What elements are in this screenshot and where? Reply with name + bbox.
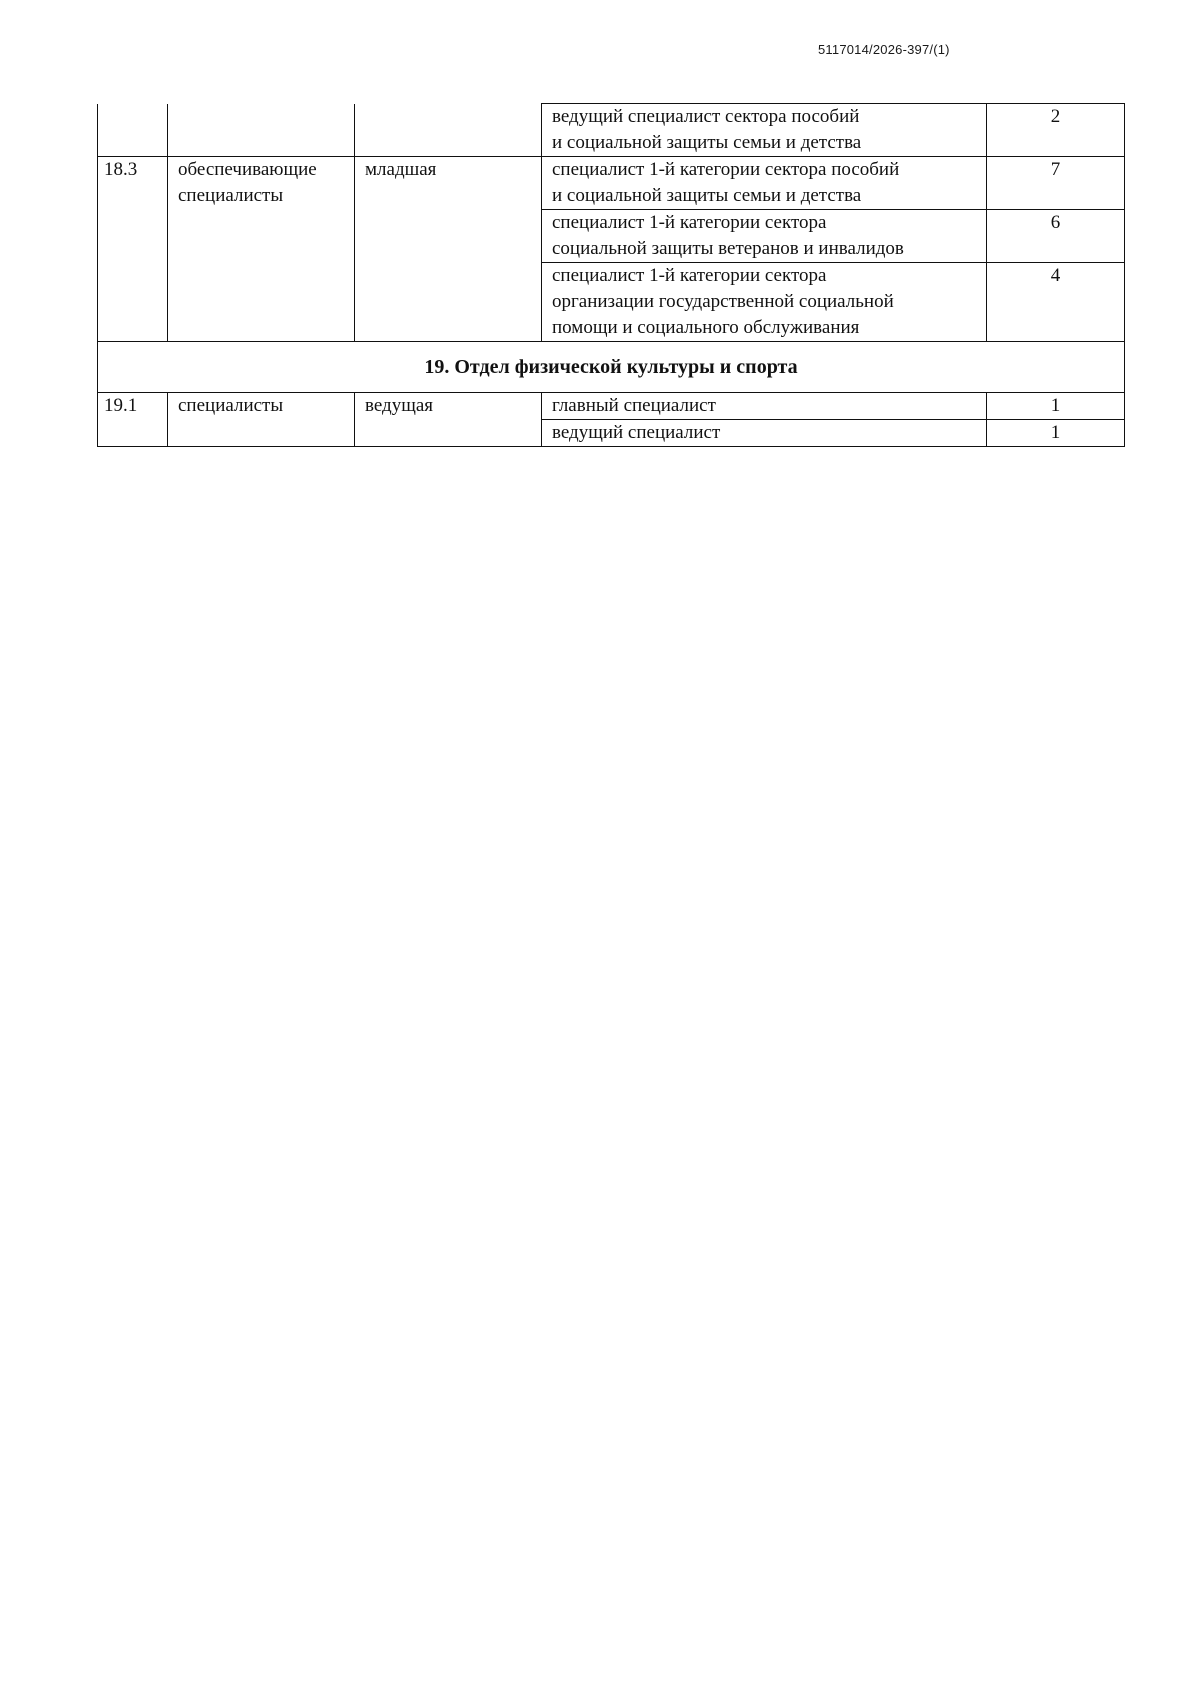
staffing-table — [97, 103, 1125, 447]
position-line: и социальной защиты семьи и детства — [552, 132, 862, 153]
position-cell: главный специалист — [542, 393, 987, 420]
position-cell: ведущий специалист — [542, 420, 987, 447]
count-cell: 7 — [987, 157, 1125, 210]
position-cell — [542, 263, 987, 342]
table-row — [98, 157, 1125, 210]
count-cell: 4 — [987, 263, 1125, 342]
document-code: 5117014/2026-397/(1) — [818, 42, 950, 57]
group-cell: ведущая — [355, 393, 542, 447]
position-line: социальной защиты ветеранов и инвалидов — [552, 238, 904, 259]
position-line: специалист 1-й категории сектора пособий — [552, 159, 900, 180]
section-title: 19. Отдел физической культуры и спорта — [98, 342, 1125, 393]
group-cell — [355, 104, 542, 157]
count-cell: 1 — [987, 420, 1125, 447]
table-row — [98, 393, 1125, 420]
category-line: обеспечивающие — [178, 159, 317, 180]
position-line: организации государственной социальной — [552, 291, 894, 312]
position-line: специалист 1-й категории сектора — [552, 212, 827, 233]
count-cell: 1 — [987, 393, 1125, 420]
category-cell — [168, 157, 355, 342]
count-cell: 2 — [987, 104, 1125, 157]
category-line: специалисты — [178, 185, 284, 206]
position-line: ведущий специалист сектора пособий — [552, 106, 860, 127]
group-cell: младшая — [355, 157, 542, 342]
section-row — [98, 342, 1125, 393]
index-cell — [98, 104, 168, 157]
index-cell: 18.3 — [98, 157, 168, 342]
category-cell: специалисты — [168, 393, 355, 447]
count-cell: 6 — [987, 210, 1125, 263]
index-cell: 19.1 — [98, 393, 168, 447]
position-cell — [542, 210, 987, 263]
position-line: и социальной защиты семьи и детства — [552, 185, 862, 206]
position-cell — [542, 157, 987, 210]
category-cell — [168, 104, 355, 157]
position-cell — [542, 104, 987, 157]
table-row — [98, 104, 1125, 157]
position-line: помощи и социального обслуживания — [552, 317, 860, 338]
position-line: специалист 1-й категории сектора — [552, 265, 827, 286]
